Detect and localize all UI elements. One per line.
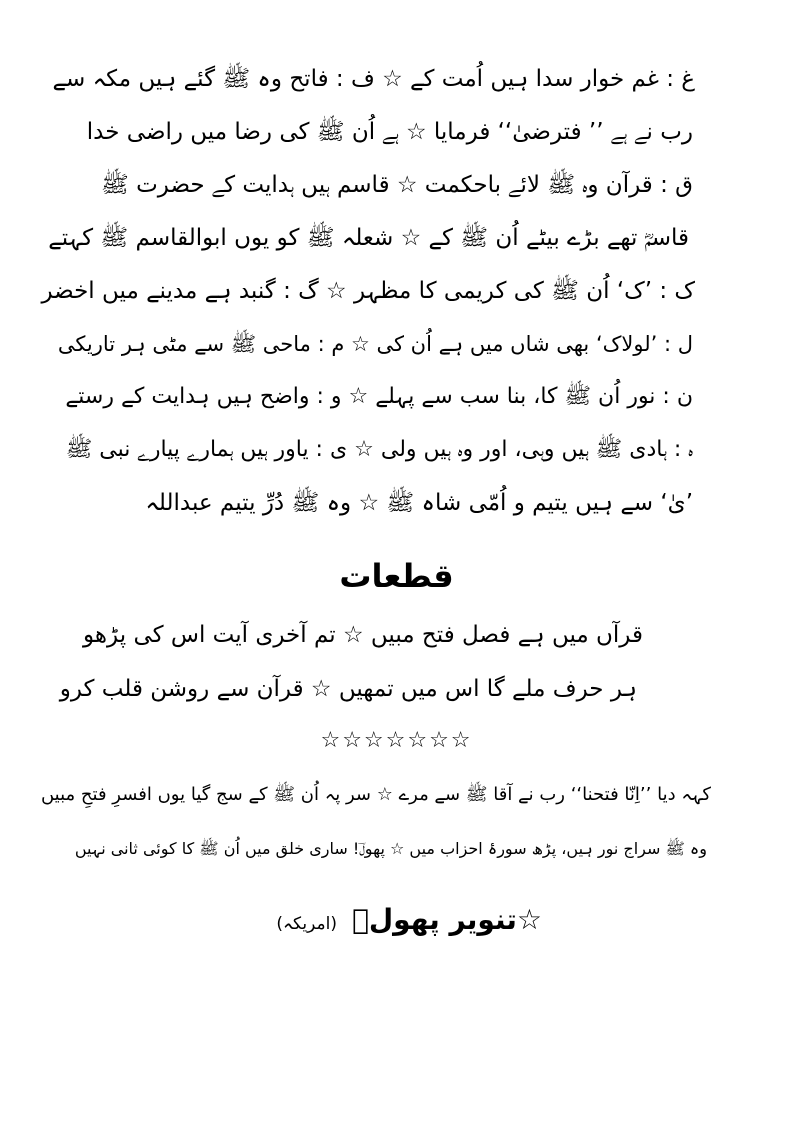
poem-line-1: غ : غم خوار سدا ہیں اُمت کے ☆ ف : فاتح وہ ﷺ گئے ہیں مکہ سے	[52, 66, 695, 92]
qitaat-line-2: ہر حرف ملے گا اس میں تمھیں ☆ قرآن سے روشن قلب کرو	[59, 676, 637, 702]
poem-line-9: ’یٰ‘ سے ہیں یتیم و اُمّی شاہ ﷺ ☆ وہ ﷺ دُرِّ یتیم عبداللہ	[145, 490, 693, 516]
verse-line-1: کہہ دیا ’’اِنّا فتحنا‘‘ رب نے آقا ﷺ سے مرے ☆ سر پہ اُن ﷺ کے سج گیا یوں افسرِ فتحِ مبیں	[40, 784, 711, 805]
poem-line-5: ک : ’ک‘ اُن ﷺ کی کریمی کا مظہر ☆ گ : گنبد ہے مدینے میں اخضر	[41, 278, 695, 304]
poem-line-2: رب نے ہے ’’ فترضیٰ‘‘ فرمایا ☆ ہے اُن ﷺ کی رضا میں راضی خدا	[86, 119, 693, 145]
author-name: ☆تنویر پھولؔ	[352, 903, 542, 936]
poem-line-7: ن : نور اُن ﷺ کا، بنا سب سے پہلے ☆ و : واضح ہیں ہدایت کے رستے	[65, 384, 693, 409]
poem-line-3: ق : قرآن وہ ﷺ لائے باحکمت ☆ قاسم ہیں ہدایت کے حضرت ﷺ	[101, 172, 693, 198]
qitaat-line-1: قرآں میں ہے فصل فتح مبیں ☆ تم آخری آیت اس کی پڑھو	[83, 622, 643, 648]
qitaat-heading: قطعات	[339, 557, 454, 595]
author-location: (امریکہ)	[276, 914, 337, 934]
poem-line-6: ل : ’لولاک‘ بھی شاں میں ہے اُن کی ☆ م : ماحی ﷺ سے مٹی ہر تاریکی	[57, 332, 693, 356]
verse-line-2: وہ ﷺ سراج نور ہیں، پڑھ سورۂ احزاب میں ☆ پھولؔ! ساری خلق میں اُن ﷺ کا کوئی ثانی نہیں	[74, 839, 707, 858]
star-separator: ☆☆☆☆☆☆☆	[320, 728, 473, 753]
author-signature	[276, 900, 542, 944]
poem-line-8: ہ : ہادی ﷺ ہیں وہی، اور وہ ہیں ولی ☆ ی : یاور ہیں ہمارے پیارے نبی ﷺ	[65, 437, 693, 462]
poem-line-4: قاسمؓ تھے بڑے بیٹے اُن ﷺ کے ☆ شعلہ ﷺ کو یوں ابوالقاسم ﷺ کہتے	[48, 225, 689, 251]
